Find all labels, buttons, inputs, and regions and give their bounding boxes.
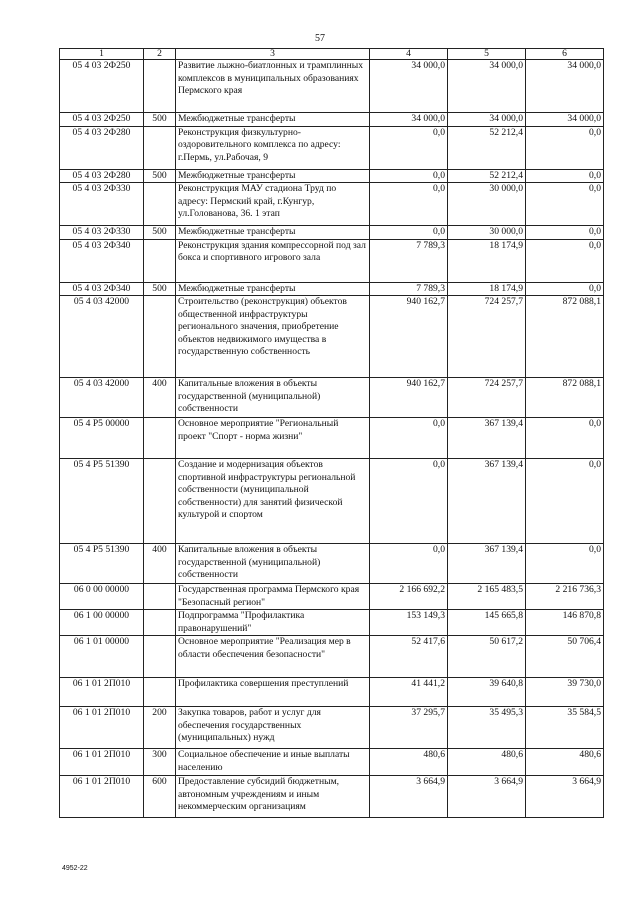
amount-3-cell: 480,6 bbox=[526, 749, 604, 776]
name-cell: Межбюджетные трансферты bbox=[176, 169, 370, 183]
amount-1-cell: 0,0 bbox=[370, 459, 448, 544]
name-cell: Профилактика совершения преступлений bbox=[176, 678, 370, 707]
expense-type-cell bbox=[144, 584, 176, 610]
amount-2-cell: 39 640,8 bbox=[448, 678, 526, 707]
expense-type-cell bbox=[144, 60, 176, 113]
table-row bbox=[60, 707, 604, 749]
amount-1-cell: 3 664,9 bbox=[370, 776, 448, 818]
table-row bbox=[60, 678, 604, 707]
amount-1-cell: 940 162,7 bbox=[370, 378, 448, 418]
expense-type-cell bbox=[144, 126, 176, 169]
amount-2-cell: 52 212,4 bbox=[448, 169, 526, 183]
amount-2-cell: 367 139,4 bbox=[448, 544, 526, 584]
amount-3-cell: 34 000,0 bbox=[526, 60, 604, 113]
amount-1-cell: 0,0 bbox=[370, 226, 448, 240]
amount-1-cell: 2 166 692,2 bbox=[370, 584, 448, 610]
amount-3-cell: 0,0 bbox=[526, 544, 604, 584]
expense-type-cell: 600 bbox=[144, 776, 176, 818]
expense-type-cell: 300 bbox=[144, 749, 176, 776]
amount-2-cell: 3 664,9 bbox=[448, 776, 526, 818]
amount-1-cell: 7 789,3 bbox=[370, 239, 448, 282]
amount-2-cell: 724 257,7 bbox=[448, 378, 526, 418]
column-header: 3 bbox=[176, 49, 370, 60]
table-row bbox=[60, 584, 604, 610]
expense-type-cell bbox=[144, 183, 176, 226]
expense-type-cell bbox=[144, 678, 176, 707]
amount-2-cell: 34 000,0 bbox=[448, 113, 526, 127]
expense-type-cell: 400 bbox=[144, 544, 176, 584]
code-cell: 06 0 00 00000 bbox=[60, 584, 144, 610]
table-row bbox=[60, 636, 604, 678]
name-cell: Создание и модернизация объектов спортивной инфраструктуры региональной собственности (муниципальной собственности) для занятий физической культурой и спортом bbox=[176, 459, 370, 544]
amount-1-cell: 37 295,7 bbox=[370, 707, 448, 749]
name-cell: Подпрограмма "Профилактика правонарушений" bbox=[176, 610, 370, 636]
expense-type-cell: 500 bbox=[144, 113, 176, 127]
table-row bbox=[60, 610, 604, 636]
code-cell: 06 1 01 2П010 bbox=[60, 776, 144, 818]
amount-3-cell: 0,0 bbox=[526, 418, 604, 459]
amount-2-cell: 18 174,9 bbox=[448, 239, 526, 282]
expense-type-cell bbox=[144, 636, 176, 678]
amount-2-cell: 35 495,3 bbox=[448, 707, 526, 749]
code-cell: 05 4 P5 51390 bbox=[60, 544, 144, 584]
column-header: 6 bbox=[526, 49, 604, 60]
table-row bbox=[60, 169, 604, 183]
expense-type-cell: 500 bbox=[144, 282, 176, 296]
amount-1-cell: 940 162,7 bbox=[370, 296, 448, 378]
code-cell: 05 4 03 42000 bbox=[60, 296, 144, 378]
amount-1-cell: 34 000,0 bbox=[370, 60, 448, 113]
table-row bbox=[60, 282, 604, 296]
name-cell: Реконструкция МАУ стадиона Труд по адресу: Пермский край, г.Кунгур, ул.Голованова, 36. 1 этап bbox=[176, 183, 370, 226]
name-cell: Предоставление субсидий бюджетным, автономным учреждениям и иным некоммерческим организациям bbox=[176, 776, 370, 818]
name-cell: Межбюджетные трансферты bbox=[176, 282, 370, 296]
name-cell: Государственная программа Пермского края "Безопасный регион" bbox=[176, 584, 370, 610]
amount-1-cell: 41 441,2 bbox=[370, 678, 448, 707]
amount-3-cell: 0,0 bbox=[526, 126, 604, 169]
amount-3-cell: 34 000,0 bbox=[526, 113, 604, 127]
code-cell: 05 4 P5 00000 bbox=[60, 418, 144, 459]
column-header: 5 bbox=[448, 49, 526, 60]
table-row bbox=[60, 418, 604, 459]
expense-type-cell bbox=[144, 459, 176, 544]
table-header-row bbox=[60, 49, 604, 60]
amount-2-cell: 2 165 483,5 bbox=[448, 584, 526, 610]
table-row bbox=[60, 296, 604, 378]
amount-1-cell: 0,0 bbox=[370, 544, 448, 584]
budget-table bbox=[59, 48, 604, 818]
amount-3-cell: 2 216 736,3 bbox=[526, 584, 604, 610]
name-cell: Социальное обеспечение и иные выплаты населению bbox=[176, 749, 370, 776]
amount-3-cell: 146 870,8 bbox=[526, 610, 604, 636]
amount-3-cell: 0,0 bbox=[526, 183, 604, 226]
amount-1-cell: 0,0 bbox=[370, 418, 448, 459]
amount-2-cell: 50 617,2 bbox=[448, 636, 526, 678]
amount-1-cell: 0,0 bbox=[370, 169, 448, 183]
name-cell: Межбюджетные трансферты bbox=[176, 226, 370, 240]
table-row bbox=[60, 459, 604, 544]
page-number: 57 bbox=[315, 33, 325, 44]
name-cell: Межбюджетные трансферты bbox=[176, 113, 370, 127]
name-cell: Реконструкция здания компрессорной под зал бокса и спортивного игрового зала bbox=[176, 239, 370, 282]
table-row bbox=[60, 113, 604, 127]
expense-type-cell: 500 bbox=[144, 226, 176, 240]
table-body bbox=[60, 60, 604, 818]
code-cell: 06 1 01 00000 bbox=[60, 636, 144, 678]
amount-3-cell: 3 664,9 bbox=[526, 776, 604, 818]
code-cell: 05 4 03 2Ф250 bbox=[60, 113, 144, 127]
amount-2-cell: 18 174,9 bbox=[448, 282, 526, 296]
amount-2-cell: 30 000,0 bbox=[448, 226, 526, 240]
name-cell: Капитальные вложения в объекты государственной (муниципальной) собственности bbox=[176, 544, 370, 584]
code-cell: 05 4 03 42000 bbox=[60, 378, 144, 418]
name-cell: Строительство (реконструкция) объектов общественной инфраструктуры регионального значения, приобретение объектов недвижимого имущества в государственную собственность bbox=[176, 296, 370, 378]
amount-2-cell: 724 257,7 bbox=[448, 296, 526, 378]
expense-type-cell bbox=[144, 239, 176, 282]
name-cell: Основное мероприятие "Реализация мер в области обеспечения безопасности" bbox=[176, 636, 370, 678]
code-cell: 06 1 01 2П010 bbox=[60, 749, 144, 776]
table-row bbox=[60, 239, 604, 282]
code-cell: 05 4 03 2Ф280 bbox=[60, 126, 144, 169]
amount-1-cell: 153 149,3 bbox=[370, 610, 448, 636]
table-row bbox=[60, 776, 604, 818]
table-row bbox=[60, 378, 604, 418]
expense-type-cell: 500 bbox=[144, 169, 176, 183]
name-cell: Реконструкция физкультурно-оздоровительного комплекса по адресу: г.Пермь, ул.Рабочая, 9 bbox=[176, 126, 370, 169]
amount-1-cell: 0,0 bbox=[370, 126, 448, 169]
expense-type-cell bbox=[144, 418, 176, 459]
code-cell: 05 4 03 2Ф340 bbox=[60, 282, 144, 296]
amount-2-cell: 30 000,0 bbox=[448, 183, 526, 226]
amount-1-cell: 480,6 bbox=[370, 749, 448, 776]
amount-3-cell: 35 584,5 bbox=[526, 707, 604, 749]
amount-2-cell: 480,6 bbox=[448, 749, 526, 776]
expense-type-cell: 400 bbox=[144, 378, 176, 418]
amount-2-cell: 34 000,0 bbox=[448, 60, 526, 113]
amount-3-cell: 872 088,1 bbox=[526, 296, 604, 378]
amount-2-cell: 52 212,4 bbox=[448, 126, 526, 169]
amount-3-cell: 0,0 bbox=[526, 169, 604, 183]
amount-3-cell: 0,0 bbox=[526, 226, 604, 240]
code-cell: 05 4 03 2Ф250 bbox=[60, 60, 144, 113]
expense-type-cell: 200 bbox=[144, 707, 176, 749]
amount-3-cell: 0,0 bbox=[526, 239, 604, 282]
amount-1-cell: 52 417,6 bbox=[370, 636, 448, 678]
table-row bbox=[60, 126, 604, 169]
amount-2-cell: 367 139,4 bbox=[448, 459, 526, 544]
code-cell: 05 4 03 2Ф330 bbox=[60, 183, 144, 226]
table-row bbox=[60, 226, 604, 240]
name-cell: Капитальные вложения в объекты государственной (муниципальной) собственности bbox=[176, 378, 370, 418]
expense-type-cell bbox=[144, 296, 176, 378]
amount-3-cell: 39 730,0 bbox=[526, 678, 604, 707]
amount-3-cell: 50 706,4 bbox=[526, 636, 604, 678]
table-row bbox=[60, 183, 604, 226]
amount-3-cell: 0,0 bbox=[526, 459, 604, 544]
footer-code: 4952-22 bbox=[62, 865, 88, 872]
code-cell: 06 1 01 2П010 bbox=[60, 678, 144, 707]
code-cell: 06 1 00 00000 bbox=[60, 610, 144, 636]
amount-3-cell: 872 088,1 bbox=[526, 378, 604, 418]
code-cell: 05 4 P5 51390 bbox=[60, 459, 144, 544]
amount-1-cell: 0,0 bbox=[370, 183, 448, 226]
amount-2-cell: 145 665,8 bbox=[448, 610, 526, 636]
code-cell: 05 4 03 2Ф330 bbox=[60, 226, 144, 240]
code-cell: 05 4 03 2Ф280 bbox=[60, 169, 144, 183]
amount-3-cell: 0,0 bbox=[526, 282, 604, 296]
column-header: 1 bbox=[60, 49, 144, 60]
column-header: 4 bbox=[370, 49, 448, 60]
name-cell: Основное мероприятие "Региональный проект "Спорт - норма жизни" bbox=[176, 418, 370, 459]
expense-type-cell bbox=[144, 610, 176, 636]
column-header: 2 bbox=[144, 49, 176, 60]
amount-2-cell: 367 139,4 bbox=[448, 418, 526, 459]
name-cell: Закупка товаров, работ и услуг для обеспечения государственных (муниципальных) нужд bbox=[176, 707, 370, 749]
code-cell: 06 1 01 2П010 bbox=[60, 707, 144, 749]
amount-1-cell: 7 789,3 bbox=[370, 282, 448, 296]
name-cell: Развитие лыжно-биатлонных и трамплинных комплексов в муниципальных образованиях Пермского края bbox=[176, 60, 370, 113]
amount-1-cell: 34 000,0 bbox=[370, 113, 448, 127]
table-row bbox=[60, 749, 604, 776]
table-row bbox=[60, 544, 604, 584]
code-cell: 05 4 03 2Ф340 bbox=[60, 239, 144, 282]
table-row bbox=[60, 60, 604, 113]
